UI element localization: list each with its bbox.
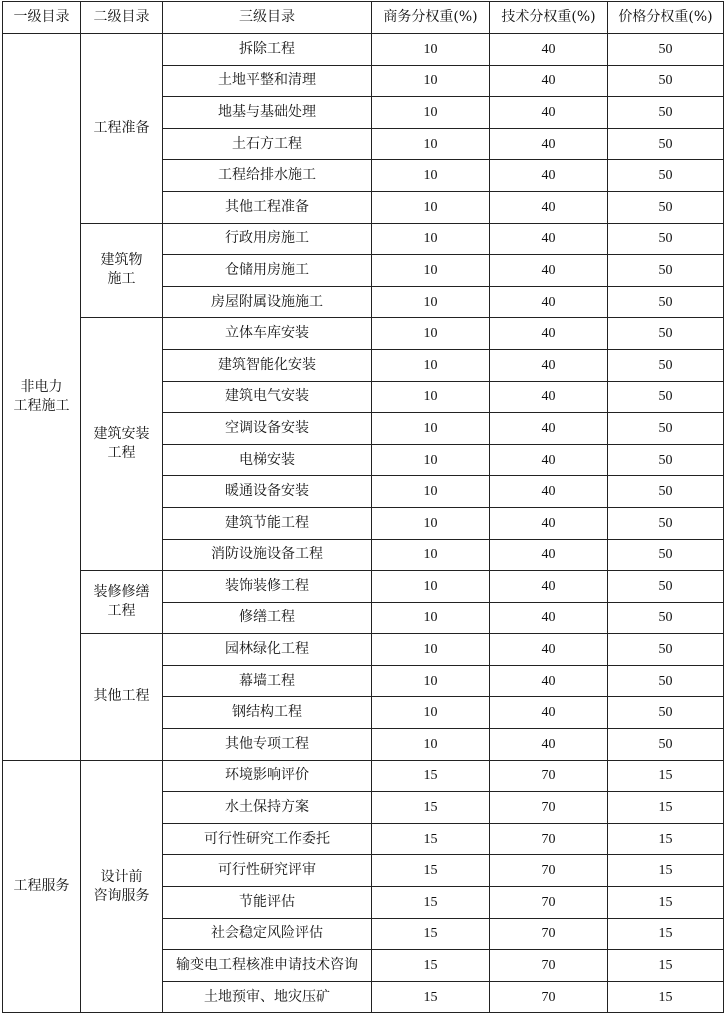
level3-item: 园林绿化工程	[163, 634, 372, 666]
price-weight-cell: 50	[608, 97, 724, 129]
technical-weight-cell: 70	[490, 823, 608, 855]
table-row	[3, 34, 724, 66]
level3-item: 其他工程准备	[163, 191, 372, 223]
price-weight-cell: 50	[608, 34, 724, 66]
price-weight-cell: 15	[608, 981, 724, 1013]
business-weight-cell: 10	[372, 539, 490, 571]
business-weight-cell: 10	[372, 286, 490, 318]
level2-category: 设计前 咨询服务	[81, 760, 163, 1013]
price-weight-cell: 50	[608, 413, 724, 445]
level3-item: 立体车库安装	[163, 318, 372, 350]
business-weight-cell: 10	[372, 634, 490, 666]
table-row	[3, 223, 724, 255]
level3-item: 土地平整和清理	[163, 65, 372, 97]
price-weight-cell: 50	[608, 160, 724, 192]
level3-item: 输变电工程核准申请技术咨询	[163, 950, 372, 982]
business-weight-cell: 10	[372, 665, 490, 697]
price-weight-cell: 15	[608, 792, 724, 824]
price-weight-cell: 50	[608, 571, 724, 603]
technical-weight-cell: 40	[490, 602, 608, 634]
price-weight-cell: 50	[608, 255, 724, 287]
table-row	[3, 318, 724, 350]
price-weight-cell: 15	[608, 823, 724, 855]
level3-item: 仓储用房施工	[163, 255, 372, 287]
level3-item: 装饰装修工程	[163, 571, 372, 603]
technical-weight-cell: 40	[490, 381, 608, 413]
header-level1: 一级目录	[3, 2, 81, 34]
technical-weight-cell: 70	[490, 855, 608, 887]
level3-item: 拆除工程	[163, 34, 372, 66]
price-weight-cell: 15	[608, 918, 724, 950]
technical-weight-cell: 40	[490, 128, 608, 160]
technical-weight-cell: 40	[490, 665, 608, 697]
price-weight-cell: 50	[608, 349, 724, 381]
price-weight-cell: 15	[608, 887, 724, 919]
table-header	[3, 2, 724, 34]
level3-item: 地基与基础处理	[163, 97, 372, 129]
price-weight-cell: 50	[608, 444, 724, 476]
technical-weight-cell: 40	[490, 97, 608, 129]
price-weight-cell: 50	[608, 697, 724, 729]
business-weight-cell: 10	[372, 34, 490, 66]
business-weight-cell: 10	[372, 697, 490, 729]
header-technical-weight: 技术分权重(%)	[490, 2, 608, 34]
price-weight-cell: 50	[608, 665, 724, 697]
level3-item: 修缮工程	[163, 602, 372, 634]
level3-item: 消防设施设备工程	[163, 539, 372, 571]
level3-item: 钢结构工程	[163, 697, 372, 729]
level2-category: 建筑安装 工程	[81, 318, 163, 571]
table-row	[3, 634, 724, 666]
business-weight-cell: 10	[372, 160, 490, 192]
level3-item: 水土保持方案	[163, 792, 372, 824]
level3-item: 建筑智能化安装	[163, 349, 372, 381]
price-weight-cell: 50	[608, 191, 724, 223]
business-weight-cell: 15	[372, 823, 490, 855]
level3-item: 可行性研究评审	[163, 855, 372, 887]
level1-category: 非电力 工程施工	[3, 34, 81, 761]
price-weight-cell: 50	[608, 223, 724, 255]
business-weight-cell: 15	[372, 792, 490, 824]
business-weight-cell: 10	[372, 729, 490, 761]
level3-item: 建筑节能工程	[163, 507, 372, 539]
business-weight-cell: 10	[372, 444, 490, 476]
technical-weight-cell: 40	[490, 223, 608, 255]
price-weight-cell: 50	[608, 318, 724, 350]
technical-weight-cell: 70	[490, 760, 608, 792]
level3-item: 房屋附属设施施工	[163, 286, 372, 318]
business-weight-cell: 10	[372, 65, 490, 97]
level3-item: 土地预审、地灾压矿	[163, 981, 372, 1013]
price-weight-cell: 15	[608, 950, 724, 982]
technical-weight-cell: 70	[490, 918, 608, 950]
technical-weight-cell: 40	[490, 318, 608, 350]
level3-item: 空调设备安装	[163, 413, 372, 445]
technical-weight-cell: 70	[490, 981, 608, 1013]
level3-item: 电梯安装	[163, 444, 372, 476]
technical-weight-cell: 40	[490, 255, 608, 287]
price-weight-cell: 50	[608, 507, 724, 539]
level2-category: 装修修缮 工程	[81, 571, 163, 634]
level3-item: 幕墙工程	[163, 665, 372, 697]
technical-weight-cell: 40	[490, 697, 608, 729]
price-weight-cell: 50	[608, 476, 724, 508]
business-weight-cell: 15	[372, 887, 490, 919]
business-weight-cell: 10	[372, 571, 490, 603]
price-weight-cell: 50	[608, 539, 724, 571]
technical-weight-cell: 40	[490, 191, 608, 223]
technical-weight-cell: 40	[490, 65, 608, 97]
level1-category: 工程服务	[3, 760, 81, 1013]
level3-item: 暖通设备安装	[163, 476, 372, 508]
level2-category: 工程准备	[81, 34, 163, 224]
business-weight-cell: 10	[372, 97, 490, 129]
business-weight-cell: 10	[372, 602, 490, 634]
business-weight-cell: 10	[372, 381, 490, 413]
level3-item: 节能评估	[163, 887, 372, 919]
business-weight-cell: 15	[372, 981, 490, 1013]
business-weight-cell: 10	[372, 223, 490, 255]
level3-item: 其他专项工程	[163, 729, 372, 761]
price-weight-cell: 50	[608, 128, 724, 160]
technical-weight-cell: 70	[490, 950, 608, 982]
header-row	[3, 2, 724, 34]
business-weight-cell: 15	[372, 760, 490, 792]
technical-weight-cell: 70	[490, 887, 608, 919]
business-weight-cell: 10	[372, 413, 490, 445]
technical-weight-cell: 40	[490, 349, 608, 381]
technical-weight-cell: 40	[490, 634, 608, 666]
level3-item: 工程给排水施工	[163, 160, 372, 192]
technical-weight-cell: 40	[490, 571, 608, 603]
business-weight-cell: 10	[372, 507, 490, 539]
table-row	[3, 571, 724, 603]
header-price-weight: 价格分权重(%)	[608, 2, 724, 34]
technical-weight-cell: 40	[490, 539, 608, 571]
level2-category: 建筑物 施工	[81, 223, 163, 318]
price-weight-cell: 50	[608, 602, 724, 634]
technical-weight-cell: 40	[490, 507, 608, 539]
technical-weight-cell: 70	[490, 792, 608, 824]
level3-item: 行政用房施工	[163, 223, 372, 255]
business-weight-cell: 10	[372, 191, 490, 223]
business-weight-cell: 10	[372, 255, 490, 287]
table-body	[3, 34, 724, 1013]
business-weight-cell: 15	[372, 950, 490, 982]
price-weight-cell: 50	[608, 65, 724, 97]
weight-table	[2, 1, 724, 1013]
level3-item: 社会稳定风险评估	[163, 918, 372, 950]
business-weight-cell: 10	[372, 349, 490, 381]
technical-weight-cell: 40	[490, 729, 608, 761]
business-weight-cell: 10	[372, 128, 490, 160]
header-level3: 三级目录	[163, 2, 372, 34]
header-level2: 二级目录	[81, 2, 163, 34]
technical-weight-cell: 40	[490, 476, 608, 508]
business-weight-cell: 15	[372, 918, 490, 950]
level3-item: 土石方工程	[163, 128, 372, 160]
business-weight-cell: 10	[372, 318, 490, 350]
technical-weight-cell: 40	[490, 160, 608, 192]
technical-weight-cell: 40	[490, 444, 608, 476]
level2-category: 其他工程	[81, 634, 163, 760]
table-row	[3, 760, 724, 792]
business-weight-cell: 10	[372, 476, 490, 508]
technical-weight-cell: 40	[490, 413, 608, 445]
price-weight-cell: 50	[608, 381, 724, 413]
level3-item: 环境影响评价	[163, 760, 372, 792]
price-weight-cell: 50	[608, 634, 724, 666]
level3-item: 建筑电气安装	[163, 381, 372, 413]
price-weight-cell: 15	[608, 855, 724, 887]
price-weight-cell: 50	[608, 729, 724, 761]
price-weight-cell: 15	[608, 760, 724, 792]
price-weight-cell: 50	[608, 286, 724, 318]
level3-item: 可行性研究工作委托	[163, 823, 372, 855]
header-business-weight: 商务分权重(%)	[372, 2, 490, 34]
technical-weight-cell: 40	[490, 286, 608, 318]
business-weight-cell: 15	[372, 855, 490, 887]
technical-weight-cell: 40	[490, 34, 608, 66]
